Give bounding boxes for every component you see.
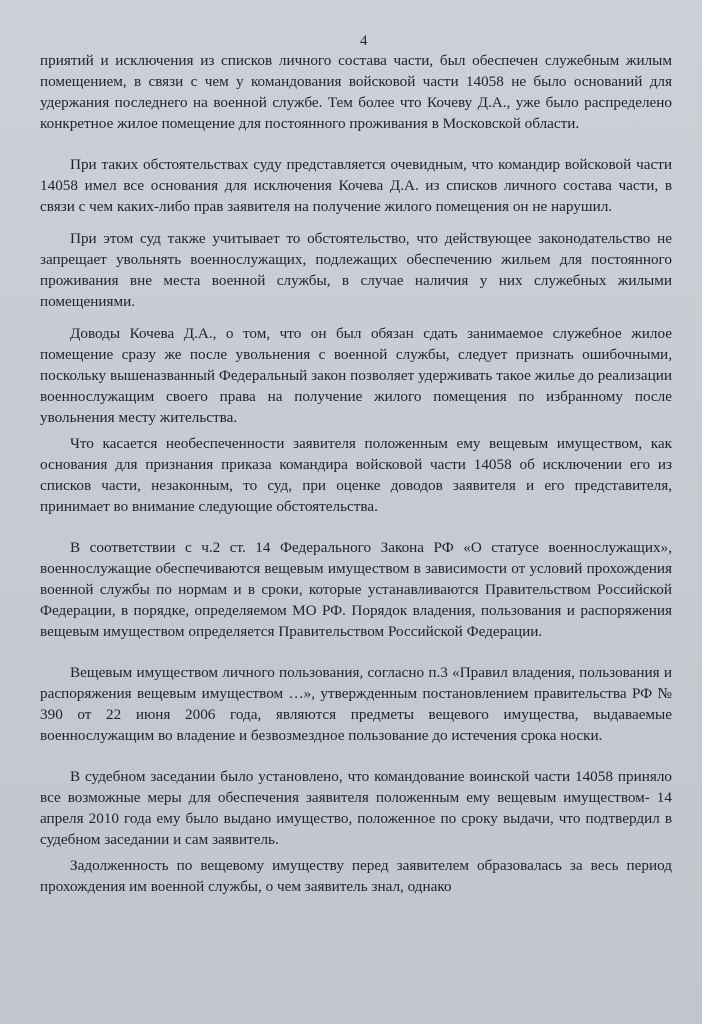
document-body [40, 50, 672, 897]
paragraph: приятий и исключения из списков личного состава части, был обеспечен служебным жилым помещением, в связи с чем у командования войсковой части 14058 не было оснований для удержания последнего на военной службе. Тем более что Кочеву Д.А., уже было распределено конкретное жилое помещение для постоянного проживания в Московской области. [40, 52, 672, 132]
paragraph: Что касается необеспеченности заявителя положенным ему вещевым имуществом, как основания для признания приказа командира войсковой части 14058 об исключении его из списков части, незаконным, то суд, при оценке доводов заявителя и его представителя, принимает во внимание следующие обстоятельства. [40, 435, 672, 515]
paragraph: Доводы Кочева Д.А., о том, что он был обязан сдать занимаемое служебное жилое помещение сразу же после увольнения с военной службы, следует признать ошибочными, поскольку вышеназванный Федеральный закон позволяет удерживать такое жилье до реализации военнослужащим своего права на получение жилого помещения по избранному после увольнения месту жительства. [40, 325, 672, 426]
paragraph: Вещевым имуществом личного пользования, согласно п.3 «Правил владения, пользования и распоряжения вещевым имуществом …», утвержденным постановлением правительства РФ № 390 от 22 июня 2006 года, являются предметы вещевого имущества, выдаваемые военнослужащим во владение и безвозмездное пользование до истечения срока носки. [40, 664, 672, 744]
paragraph: В соответствии с ч.2 ст. 14 Федерального Закона РФ «О статусе военнослужащих», военнослужащие обеспечиваются вещевым имуществом в зависимости от условий прохождения военной службы по нормам и в сроки, которые устанавливаются Правительством Российской Федерации, в порядке, определяемом МО РФ. Порядок владения, пользования и распоряжения вещевым имуществом определяется Правительством Российской Федерации. [40, 539, 672, 640]
paragraph: В судебном заседании было установлено, что командование воинской части 14058 приняло все возможные меры для обеспечения заявителя положенным ему вещевым имуществом- 14 апреля 2010 года ему было выдано имущество, положенное по сроку выдачи, что подтвердил в судебном заседании и сам заявитель. [40, 768, 672, 848]
page-number: 4 [360, 33, 368, 49]
paragraph: Задолженность по вещевому имуществу перед заявителем образовалась за весь период прохождения им военной службы, о чем заявитель знал, однако [40, 857, 672, 895]
paragraph: При таких обстоятельствах суду представляется очевидным, что командир войсковой части 14058 имел все основания для исключения Кочева Д.А. из списков личного состава части, в связи с чем каких-либо прав заявителя на получение жилого помещения он не нарушил. [40, 156, 672, 215]
paragraph: При этом суд также учитывает то обстоятельство, что действующее законодательство не запрещает увольнять военнослужащих, подлежащих обеспечению жильем для постоянного проживания вне места военной службы, в случае наличия у них служебных жилыми помещениями. [40, 230, 672, 310]
